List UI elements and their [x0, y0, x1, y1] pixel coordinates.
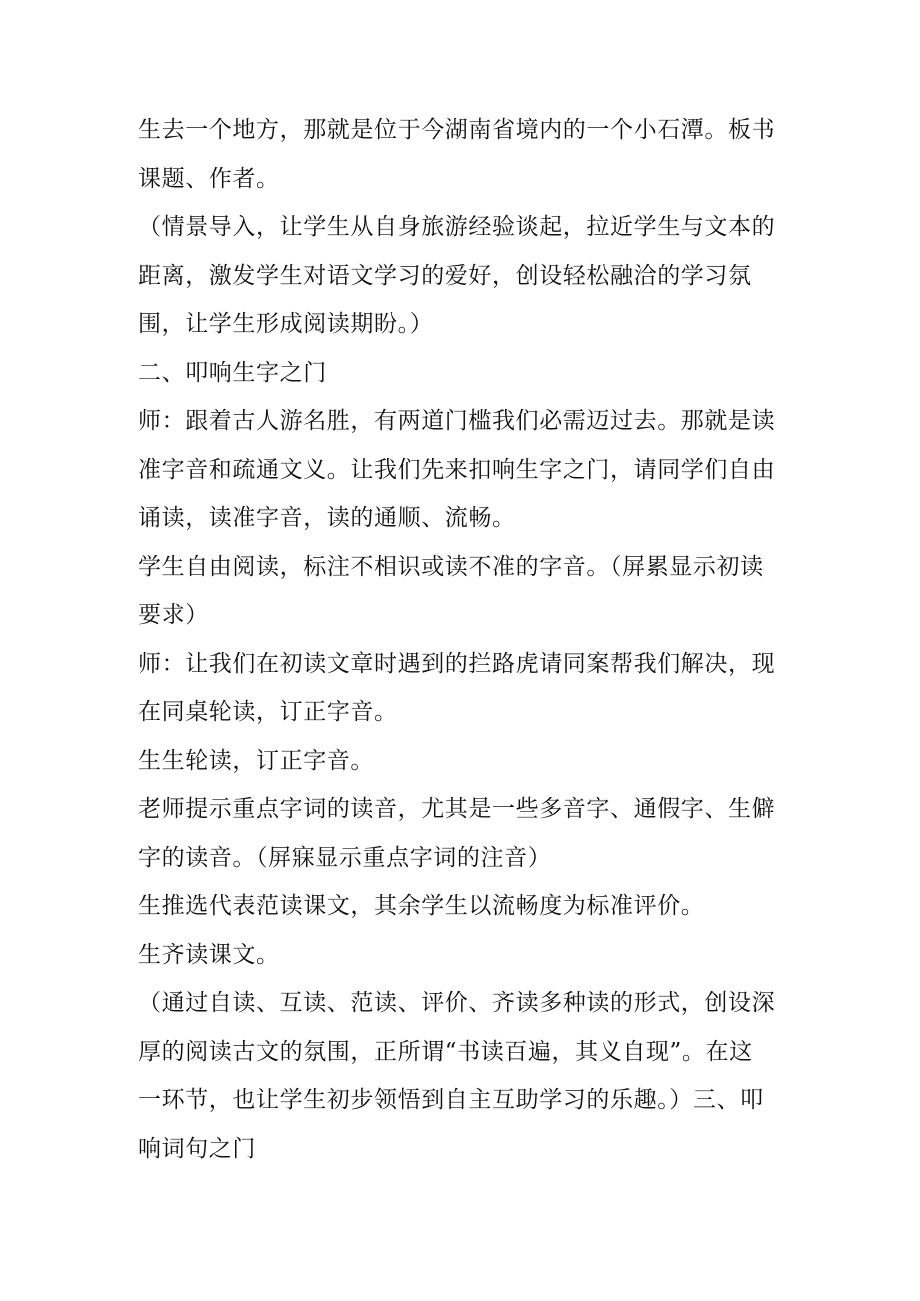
paragraph	[138, 397, 778, 543]
text-line: 一环节，也让学生初步领悟到自主互助学习的乐趣。）三、叩	[138, 1087, 764, 1113]
text-line: 诵读，读准字音，读的通顺、流畅。	[138, 505, 516, 531]
text-line: 课题、作者。	[138, 165, 280, 192]
text-line: 生推选代表范读课文，其余学生以流畅度为标准评价。	[138, 893, 705, 919]
paragraph	[138, 106, 778, 203]
text-line: 老师提示重点字词的读音，尤其是一些多音字、通假字、生僻	[138, 796, 776, 822]
text-line: 生生轮读，订正字音。	[138, 747, 374, 774]
text-line: 距离，激发学生对语文学习的爱好，创设轻松融洽的学习氛	[138, 262, 752, 289]
paragraph	[138, 543, 778, 640]
paragraph	[138, 882, 778, 931]
text-line: 要求）	[138, 602, 209, 628]
text-line: 学生自由阅读，标注不相识或读不准的字音。（屏累显示初读	[138, 553, 764, 580]
text-line: 在同桌轮读，订正字音。	[138, 699, 398, 725]
paragraph	[138, 979, 778, 1173]
text-line: （通过自读、互读、范读、评价、齐读多种读的形式，创设深	[138, 990, 776, 1016]
text-line: 生去一个地方，那就是位于今湖南省境内的一个小石潭。板书	[138, 117, 776, 143]
paragraph	[138, 203, 778, 349]
text-line: 响词句之门	[138, 1135, 256, 1162]
text-line: 二、叩响生字之门	[138, 359, 327, 386]
text-line: 准字音和疏通文义。让我们先来扣响生字之门，请同学们自由	[138, 456, 776, 483]
paragraph	[138, 737, 778, 786]
text-line: （情景导入，让学生从自身旅游经验谈起，拉近学生与文本的	[138, 214, 776, 240]
paragraph	[138, 931, 778, 980]
text-line: 师：让我们在初读文章时遇到的拦路虎请同案帮我们解决，现	[138, 650, 776, 677]
text-line: 师：跟着古人游名胜，有两道门槛我们必需迈过去。那就是读	[138, 408, 776, 434]
document-body	[138, 106, 778, 1173]
text-line: 围，让学生形成阅读期盼。）	[138, 311, 434, 337]
paragraph	[138, 785, 778, 882]
text-line: 生齐读课文。	[138, 941, 280, 968]
text-line: 字的读音。（屏寐显示重点字词的注音）	[138, 844, 552, 871]
paragraph	[138, 349, 778, 398]
paragraph	[138, 640, 778, 737]
text-line: 厚的阅读古文的氛围，正所谓“书读百遍，其义自现”。在这	[138, 1038, 753, 1065]
